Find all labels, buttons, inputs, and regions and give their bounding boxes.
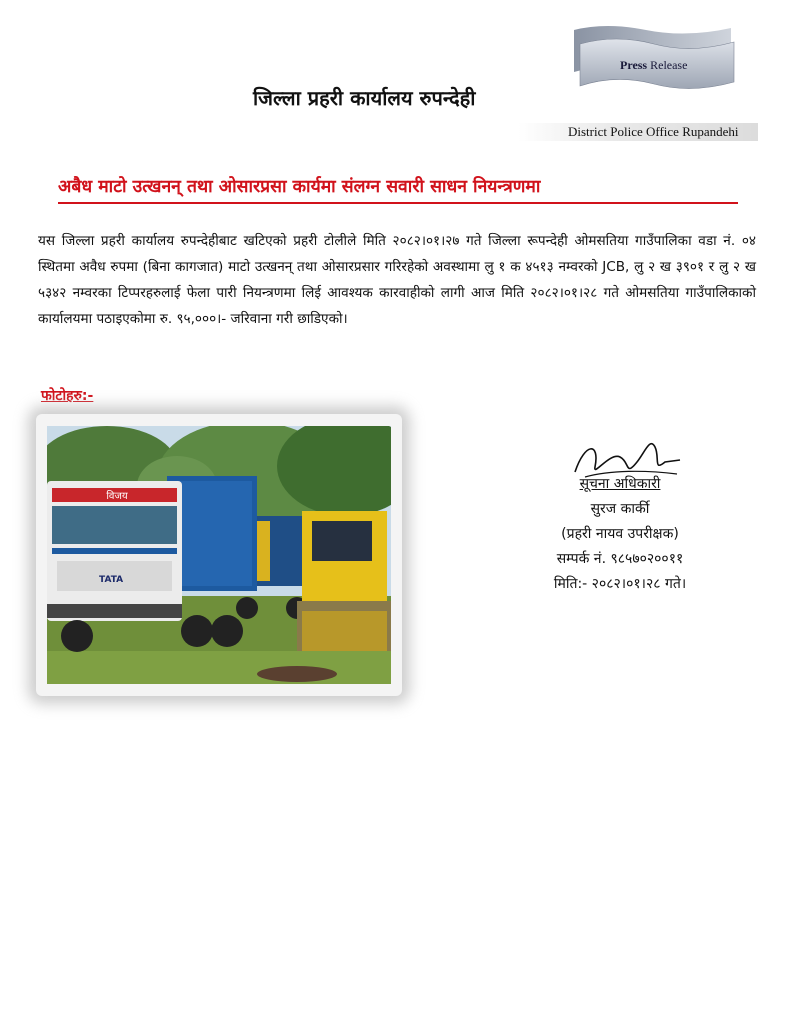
signature-contact: सम्पर्क नं. ९८५७०२००११ [556,551,684,567]
truck-sign-text: विजय [106,491,128,502]
trucks-photo [47,426,391,684]
press-release-label: Press Release [620,58,688,72]
signature-date: मिति:- २०८२।०१।२८ गते। [553,576,687,592]
signature-title: सूचना अधिकारी [579,476,661,492]
signature-name: सुरज कार्की [590,501,650,517]
body-paragraph: यस जिल्ला प्रहरी कार्यालय रुपन्देहीबाट खटिएको प्रहरी टोलीले मिति २०८२।०१।२७ गते जिल्ला रूपन्देही ओमसतिया गाउँपालिका वडा नं. ०४ स्थितमा अवैध रुपमा (बिना कागजात) माटो उत्खनन् तथा ओसारप्रसार गरिरहेको अवस्थामा लु १ क ४५१३ नम्वरको JCB, लु २ ख ३९०१ र लु २ ख ५३४२ नम्वरका टिप्परहरुलाई फेला पारी नियन्त्रणमा लिई आवश्यक कारवाहीको लागी आज मिति २०८२।०१।२८ गते ओमसतिया गाउँपालिकाको कार्यालयमा पठाइएकोमा रु. ९५,०००।- जरिवाना गरी छाडिएको। [38,233,756,327]
press-release-banner [566,22,736,92]
signature-block [520,472,720,597]
office-name-english: District Police Office Rupandehi [568,124,739,139]
headline: अबैध माटो उत्खनन् तथा ओसारप्रसा कार्यमा संलग्न सवारी साधन नियन्त्रणमा [58,174,738,204]
office-name-nepali: जिल्ला प्रहरी कार्यालय रुपन्देही [253,86,476,110]
signature-rank: (प्रहरी नायव उपरीक्षक) [561,526,679,542]
truck-brand-text: TATA [99,575,124,585]
photos-label: फोटोहरु:- [41,388,94,404]
